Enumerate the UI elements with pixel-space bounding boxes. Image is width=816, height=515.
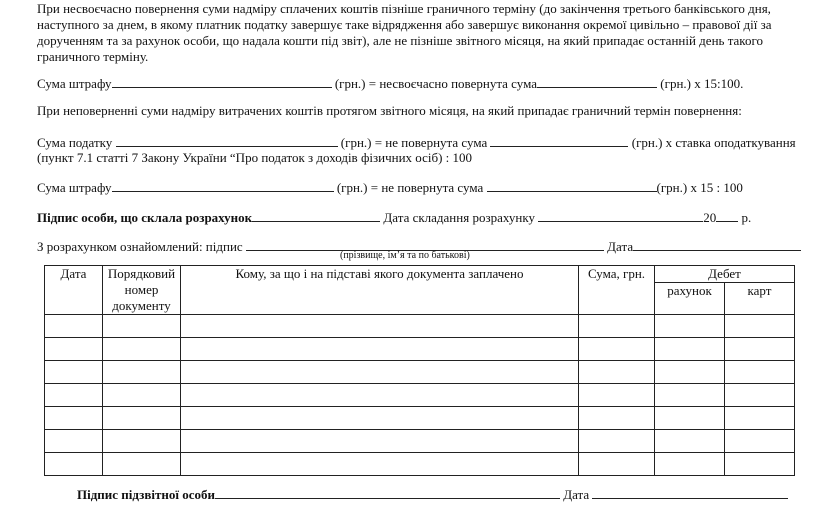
table-cell[interactable] — [579, 361, 655, 384]
fine-rate-label: (грн.) х 15:100. — [660, 76, 744, 91]
signature-line — [37, 209, 751, 226]
table-cell[interactable] — [655, 361, 725, 384]
tax-rate-label: (грн.) х ставка оподаткування — [631, 135, 796, 150]
late-returned-amount-blank[interactable] — [537, 75, 657, 88]
table-cell[interactable] — [579, 430, 655, 453]
fine2-label: Сума штрафу — [37, 180, 112, 195]
table-cell[interactable] — [103, 338, 181, 361]
table-cell[interactable] — [579, 453, 655, 476]
col-header-paid-to: Кому, за що і на підставі якого документа заплачено — [181, 266, 579, 315]
signer-label: Підпис особи, що склала розрахунок — [37, 210, 253, 225]
table-row — [45, 407, 795, 430]
table-cell[interactable] — [181, 407, 579, 430]
table-cell[interactable] — [655, 384, 725, 407]
fine2-eq-label: (грн.) = не повернута сума — [336, 180, 484, 195]
table-cell[interactable] — [181, 315, 579, 338]
accountable-signature-blank[interactable] — [215, 486, 560, 499]
table-cell[interactable] — [725, 384, 795, 407]
para1-line3: дорученням та за рахунок особи, що надала кошти під звіт), але не пізніше звітного місяця, на який припадає останній день такого — [37, 33, 763, 48]
fine-formula-late — [37, 75, 743, 92]
table-cell[interactable] — [725, 315, 795, 338]
para1-line1: При несвоєчасно повернення суми надміру сплачених коштів пізніше граничного терміну (до закінчення третього банківського дня, — [37, 1, 771, 16]
table-cell[interactable] — [103, 453, 181, 476]
ack-label: З розрахунком ознайомлений: підпис — [37, 239, 243, 254]
table-cell[interactable] — [655, 430, 725, 453]
table-cell[interactable] — [181, 338, 579, 361]
table-cell[interactable] — [579, 384, 655, 407]
calc-date-blank[interactable] — [538, 209, 703, 222]
table-cell[interactable] — [45, 315, 103, 338]
unreturned-amount-blank[interactable] — [490, 134, 628, 147]
calc-date-label: Дата складання розрахунку — [383, 210, 535, 225]
table-cell[interactable] — [725, 430, 795, 453]
accountable-signature-line — [77, 486, 788, 503]
fine-label: Сума штрафу — [37, 76, 112, 91]
col-header-account: рахунок — [655, 283, 725, 315]
table-cell[interactable] — [103, 315, 181, 338]
table-cell[interactable] — [579, 407, 655, 430]
year-prefix: 20 — [703, 210, 717, 225]
footer-date-blank[interactable] — [592, 486, 788, 499]
table-cell[interactable] — [725, 453, 795, 476]
table-row — [45, 338, 795, 361]
accountable-label: Підпис підзвітної особи — [77, 487, 215, 502]
table-cell[interactable] — [181, 430, 579, 453]
table-cell[interactable] — [579, 338, 655, 361]
table-row — [45, 361, 795, 384]
tax-label: Сума податку — [37, 135, 113, 150]
table-cell[interactable] — [725, 407, 795, 430]
year-blank[interactable] — [716, 209, 738, 222]
table-cell[interactable] — [181, 453, 579, 476]
table-cell[interactable] — [725, 338, 795, 361]
name-caption: (прізвище, ім’я та по батькові) — [340, 250, 470, 261]
table-cell[interactable] — [45, 384, 103, 407]
table-cell[interactable] — [45, 338, 103, 361]
footer-date-label: Дата — [563, 487, 590, 502]
table-row — [45, 384, 795, 407]
col-header-sub: карт — [725, 283, 795, 315]
tax-formula-line2: (пункт 7.1 статті 7 Закону України “Про податок з доходів фізичних осіб) : 100 — [37, 150, 473, 165]
fine-eq-label: (грн.) = несвоєчасно повернута сума — [334, 76, 538, 91]
fine2-amount-blank[interactable] — [112, 179, 334, 192]
table-cell[interactable] — [103, 384, 181, 407]
tax-eq-label: (грн.) = не повернута сума — [340, 135, 488, 150]
ack-date-blank[interactable] — [633, 238, 801, 251]
table-cell[interactable] — [655, 338, 725, 361]
para1-line4: граничного терміну. — [37, 49, 149, 64]
table-cell[interactable] — [181, 361, 579, 384]
table-cell[interactable] — [655, 453, 725, 476]
table-cell[interactable] — [181, 384, 579, 407]
table-cell[interactable] — [45, 407, 103, 430]
col-header-doc-number: Порядковий номер документу — [103, 266, 181, 315]
ack-date-label: Дата — [607, 239, 634, 254]
fine-formula-unreturned — [37, 179, 743, 196]
table-cell[interactable] — [45, 430, 103, 453]
col-header-date: Дата — [45, 266, 103, 315]
table-row — [45, 430, 795, 453]
table-row — [45, 453, 795, 476]
unreturned2-amount-blank[interactable] — [487, 179, 657, 192]
col-header-debit: Дебет — [655, 266, 795, 283]
table-cell[interactable] — [655, 407, 725, 430]
table-cell[interactable] — [725, 361, 795, 384]
table-cell[interactable] — [579, 315, 655, 338]
table-cell[interactable] — [45, 361, 103, 384]
tax-amount-blank[interactable] — [116, 134, 338, 147]
expense-table — [44, 265, 795, 476]
para2: При неповерненні суми надміру витрачених коштів протягом звітного місяця, на який припадає граничний термін повернення: — [37, 103, 742, 118]
table-cell[interactable] — [655, 315, 725, 338]
table-cell[interactable] — [103, 361, 181, 384]
table-cell[interactable] — [103, 430, 181, 453]
table-cell[interactable] — [45, 453, 103, 476]
signer-signature-blank[interactable] — [252, 209, 380, 222]
fine2-rate-label: (грн.) х 15 : 100 — [656, 180, 743, 195]
table-cell[interactable] — [103, 407, 181, 430]
fine-amount-blank[interactable] — [112, 75, 332, 88]
table-row — [45, 315, 795, 338]
para1-line2: наступного за днем, в якому платник податку завершує таке відрядження або завершує виконання окремої цивільно – правової дії за — [37, 17, 772, 32]
col-header-amount: Сума, грн. — [579, 266, 655, 315]
year-suffix: р. — [741, 210, 752, 225]
tax-formula — [37, 134, 796, 151]
